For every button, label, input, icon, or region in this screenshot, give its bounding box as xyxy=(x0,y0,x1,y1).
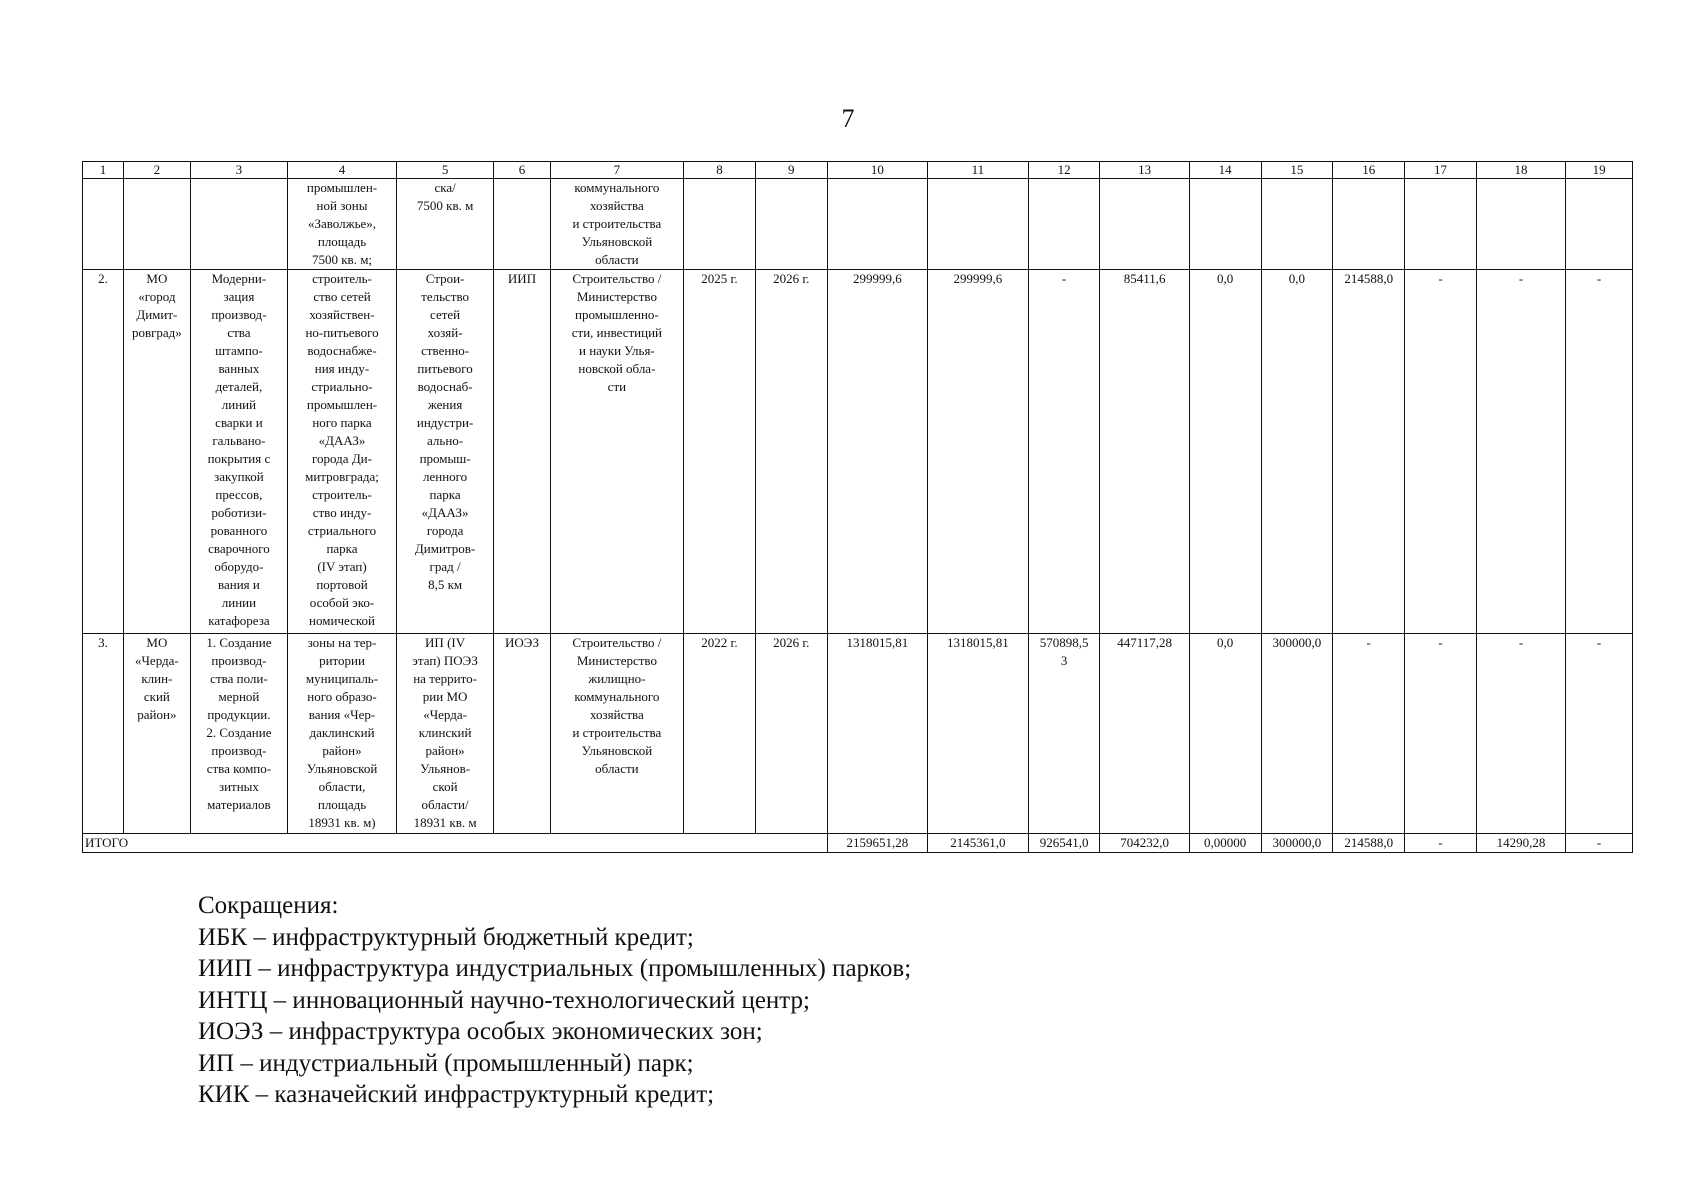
abbreviation-item: ИП – индустриальный (промышленный) парк; xyxy=(198,1049,694,1077)
table-cell xyxy=(1476,179,1565,270)
column-header: 5 xyxy=(396,162,493,179)
table-cell xyxy=(494,179,550,270)
table-cell: промышлен- ной зоны «Заволжье», площадь 7500 кв. м; xyxy=(288,179,397,270)
column-header: 13 xyxy=(1100,162,1189,179)
table-cell xyxy=(1333,179,1405,270)
total-cell: 14290,28 xyxy=(1476,834,1565,853)
table-cell: 2026 г. xyxy=(755,270,827,634)
table-cell: 1318015,81 xyxy=(827,634,928,834)
total-cell: 214588,0 xyxy=(1333,834,1405,853)
table-cell: - xyxy=(1405,270,1477,634)
table-cell: 570898,5 3 xyxy=(1028,634,1100,834)
table-cell xyxy=(1100,179,1189,270)
abbreviation-item: ИОЭЗ – инфраструктура особых экономических зон; xyxy=(198,1018,763,1045)
table-cell: 1. Создание производ- ства поли- мерной продукции. 2. Создание производ- ства компо- зитных материалов xyxy=(190,634,287,834)
table-cell xyxy=(1261,179,1333,270)
table-cell: 0,0 xyxy=(1261,270,1333,634)
table-cell xyxy=(1566,179,1633,270)
total-cell: 2159651,28 xyxy=(827,834,928,853)
report-table xyxy=(82,161,1633,853)
table-cell: - xyxy=(1028,270,1100,634)
table-cell xyxy=(827,179,928,270)
table-cell: 214588,0 xyxy=(1333,270,1405,634)
table-cell: 2025 г. xyxy=(684,270,756,634)
total-cell: 704232,0 xyxy=(1100,834,1189,853)
column-header: 15 xyxy=(1261,162,1333,179)
table-cell xyxy=(83,179,124,270)
column-header: 8 xyxy=(684,162,756,179)
abbreviations-section xyxy=(198,890,911,1111)
table-cell: - xyxy=(1333,634,1405,834)
table-cell: 3. xyxy=(83,634,124,834)
table-cell: ИИП xyxy=(494,270,550,634)
abbreviation-item: ИИП – инфраструктура индустриальных (промышленных) парков; xyxy=(198,955,912,982)
column-header: 2 xyxy=(124,162,191,179)
abbreviation-item: ИНТЦ – инновационный научно-технологический центр; xyxy=(198,986,810,1014)
table-cell xyxy=(1405,179,1477,270)
total-cell: 0,00000 xyxy=(1189,834,1261,853)
total-cell: 926541,0 xyxy=(1028,834,1100,853)
total-cell: - xyxy=(1566,834,1633,853)
table-cell xyxy=(124,179,191,270)
table-cell: - xyxy=(1566,634,1633,834)
table-row xyxy=(83,179,1633,270)
table-row xyxy=(83,270,1633,634)
table-cell: 299999,6 xyxy=(827,270,928,634)
table-cell xyxy=(1028,179,1100,270)
abbreviations-title: Сокращения: xyxy=(198,892,339,919)
table-cell: МО «город Димит- ровград» xyxy=(124,270,191,634)
total-cell: 2145361,0 xyxy=(928,834,1029,853)
column-header: 11 xyxy=(928,162,1029,179)
column-header: 3 xyxy=(190,162,287,179)
table-cell xyxy=(928,179,1029,270)
column-header: 1 xyxy=(83,162,124,179)
table-cell: - xyxy=(1405,634,1477,834)
table-cell: 0,0 xyxy=(1189,634,1261,834)
total-cell: - xyxy=(1405,834,1477,853)
column-header: 18 xyxy=(1476,162,1565,179)
column-header: 12 xyxy=(1028,162,1100,179)
table-cell: коммунального хозяйства и строительства Ульяновской области xyxy=(550,179,683,270)
total-cell: 300000,0 xyxy=(1261,834,1333,853)
table-cell: Строительство / Министерство жилищно- коммунального хозяйства и строительства Ульяновской области xyxy=(550,634,683,834)
table-cell: 0,0 xyxy=(1189,270,1261,634)
table-cell: - xyxy=(1476,634,1565,834)
column-header: 4 xyxy=(288,162,397,179)
table-cell: - xyxy=(1476,270,1565,634)
table-cell: - xyxy=(1566,270,1633,634)
column-header: 9 xyxy=(755,162,827,179)
table-cell: строитель- ство сетей хозяйствен- но-питьевого водоснабже- ния инду- стриально- промышлен- ного парка «ДААЗ» города Ди- митровграда; строитель- ство инду- стриального парка (IV этап) портовой особой эко- номической xyxy=(288,270,397,634)
table-cell: 2. xyxy=(83,270,124,634)
column-header: 10 xyxy=(827,162,928,179)
column-header: 14 xyxy=(1189,162,1261,179)
page-number: 7 xyxy=(841,104,855,133)
table-cell xyxy=(755,179,827,270)
abbreviation-item: КИК – казначейский инфраструктурный кредит; xyxy=(198,1081,715,1108)
table-header-row xyxy=(83,162,1633,179)
table-cell: 85411,6 xyxy=(1100,270,1189,634)
table-cell: ИОЭЗ xyxy=(494,634,550,834)
total-row xyxy=(83,834,1633,853)
table-cell: зоны на тер- ритории муниципаль- ного образо- вания «Чер- даклинский район» Ульяновской области, площадь 18931 кв. м) xyxy=(288,634,397,834)
column-header: 17 xyxy=(1405,162,1477,179)
column-header: 19 xyxy=(1566,162,1633,179)
table-row xyxy=(83,634,1633,834)
table-cell: ска/ 7500 кв. м xyxy=(396,179,493,270)
column-header: 6 xyxy=(494,162,550,179)
table-cell: 300000,0 xyxy=(1261,634,1333,834)
table-cell xyxy=(1189,179,1261,270)
table-cell: Строительство / Министерство промышленно- сти, инвестиций и науки Улья- новской обла- сти xyxy=(550,270,683,634)
table-cell: МО «Черда- клин- ский район» xyxy=(124,634,191,834)
table-cell: Строи- тельство сетей хозяй- ственно- питьевого водоснаб- жения индустри- ально- промыш- ленного парка «ДААЗ» города Димитров- град / 8,5 км xyxy=(396,270,493,634)
total-label: ИТОГО xyxy=(83,834,828,853)
table-cell: ИП (IV этап) ПОЭЗ на террито- рии МО «Черда- клинский район» Ульянов- ской области/ 18931 кв. м xyxy=(396,634,493,834)
abbreviation-item: ИБК – инфраструктурный бюджетный кредит; xyxy=(198,923,694,951)
table-cell xyxy=(684,179,756,270)
table-cell: Модерни- зация производ- ства штампо- ванных деталей, линий сварки и гальвано- покрытия с закупкой прессов, роботизи- рованного сварочного оборудо- вания и линии катафореза xyxy=(190,270,287,634)
table-cell: 2022 г. xyxy=(684,634,756,834)
table-cell: 2026 г. xyxy=(755,634,827,834)
table-cell: 299999,6 xyxy=(928,270,1029,634)
table-cell: 1318015,81 xyxy=(928,634,1029,834)
table-cell xyxy=(190,179,287,270)
table-cell: 447117,28 xyxy=(1100,634,1189,834)
column-header: 16 xyxy=(1333,162,1405,179)
column-header: 7 xyxy=(550,162,683,179)
